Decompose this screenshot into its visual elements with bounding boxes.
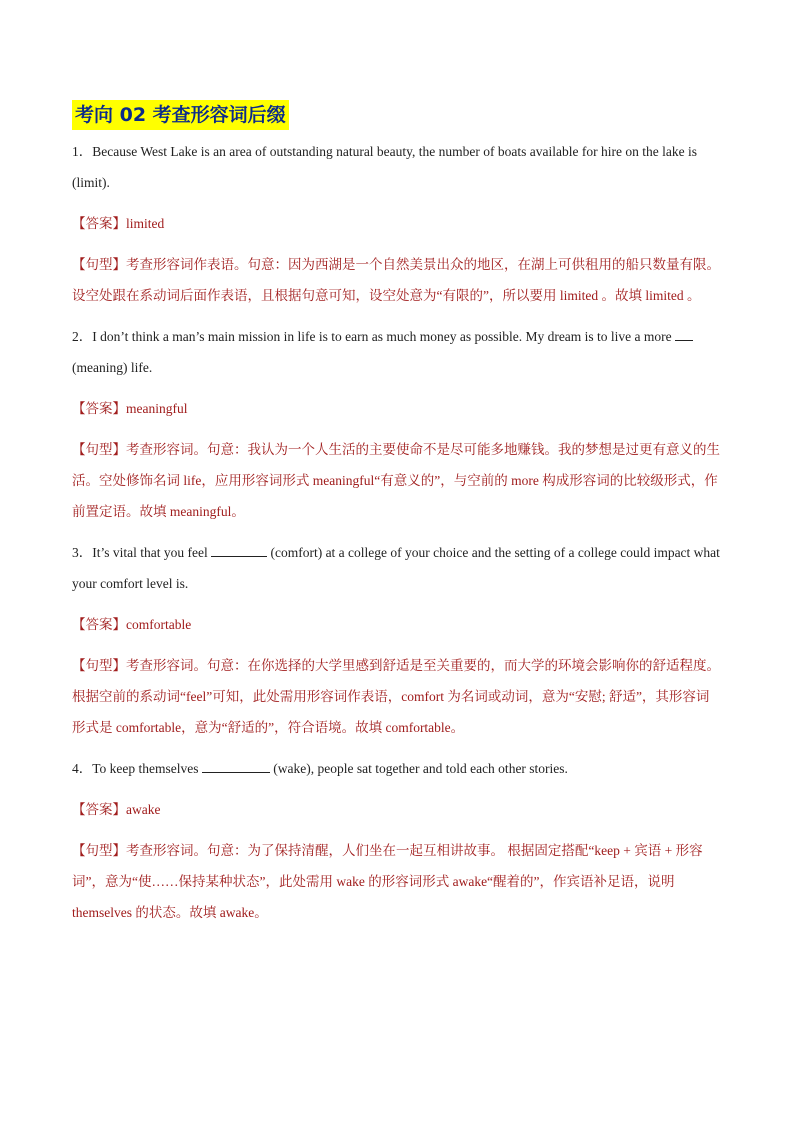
answer-4 xyxy=(72,794,722,825)
question-text-after: (meaning) life. xyxy=(72,360,153,375)
question-2 xyxy=(72,321,722,383)
question-1 xyxy=(72,136,722,198)
question-text-after: (wake), people sat together and told each other stories. xyxy=(273,761,568,776)
question-number: 2． xyxy=(72,329,93,344)
explanation-text: 考查形容词。句意：我认为一个人生活的主要使命不是尽可能多地赚钱。我的梦想是过更有意义的生活。空处修饰名词 life，应用形容词形式 meaningful“有意义的”，与空前的 more 构成形容词的比较级形式，作前置定语。故填 meaningful。 xyxy=(72,442,720,519)
answer-text: meaningful xyxy=(126,401,188,416)
question-text-after: (comfort) at a college of your choice and the setting of a college could impact what your comfort level is. xyxy=(72,545,720,591)
question-number: 3． xyxy=(72,545,93,560)
answer-text: comfortable xyxy=(126,617,192,632)
answer-tag: 【答案】 xyxy=(72,617,126,632)
question-3 xyxy=(72,537,722,599)
document-page xyxy=(72,100,722,938)
question-text-before: It’s vital that you feel xyxy=(92,545,208,560)
question-number: 4． xyxy=(72,761,93,776)
explanation-4 xyxy=(72,835,722,928)
answer-blank xyxy=(202,760,270,773)
explain-tag: 【句型】 xyxy=(72,658,126,673)
question-number: 1． xyxy=(72,144,93,159)
explanation-2 xyxy=(72,434,722,527)
answer-tag: 【答案】 xyxy=(72,216,126,231)
explain-tag: 【句型】 xyxy=(72,442,126,457)
answer-1 xyxy=(72,208,722,239)
answer-3 xyxy=(72,609,722,640)
answer-text: limited xyxy=(126,216,165,231)
answer-text: awake xyxy=(126,802,161,817)
question-4 xyxy=(72,753,722,784)
question-text: Because West Lake is an area of outstanding natural beauty, the number of boats available for hire on the lake is (limit). xyxy=(72,144,697,190)
explanation-1 xyxy=(72,249,722,311)
explain-tag: 【句型】 xyxy=(72,257,126,272)
section-heading: 考向 02 考查形容词后缀 xyxy=(72,100,289,130)
explanation-3 xyxy=(72,650,722,743)
question-text-before: To keep themselves xyxy=(92,761,199,776)
answer-2 xyxy=(72,393,722,424)
question-text-before: I don’t think a man’s main mission in life is to earn as much money as possible. My dream is to live a more xyxy=(92,329,672,344)
answer-blank xyxy=(675,328,693,341)
explain-tag: 【句型】 xyxy=(72,843,126,858)
explanation-text: 考查形容词作表语。句意：因为西湖是一个自然美景出众的地区，在湖上可供租用的船只数量有限。设空处跟在系动词后面作表语，且根据句意可知，设空处意为“有限的”，所以要用 limited 。故填 limited 。 xyxy=(72,257,720,303)
answer-tag: 【答案】 xyxy=(72,802,126,817)
explanation-text: 考查形容词。句意：在你选择的大学里感到舒适是至关重要的，而大学的环境会影响你的舒适程度。根据空前的系动词“feel”可知，此处需用形容词作表语，comfort 为名词或动词，意为“安慰; 舒适”，其形容词形式是 comfortable，意为“舒适的”，符合语境。故填 comfortable。 xyxy=(72,658,720,735)
answer-tag: 【答案】 xyxy=(72,401,126,416)
answer-blank xyxy=(211,544,267,557)
explanation-text: 考查形容词。句意：为了保持清醒，人们坐在一起互相讲故事。 根据固定搭配“keep + 宾语 + 形容词”，意为“使……保持某种状态”，此处需用 wake 的形容词形式 awake“醒着的”，作宾语补足语，说明 themselves 的状态。故填 awake。 xyxy=(72,843,703,920)
